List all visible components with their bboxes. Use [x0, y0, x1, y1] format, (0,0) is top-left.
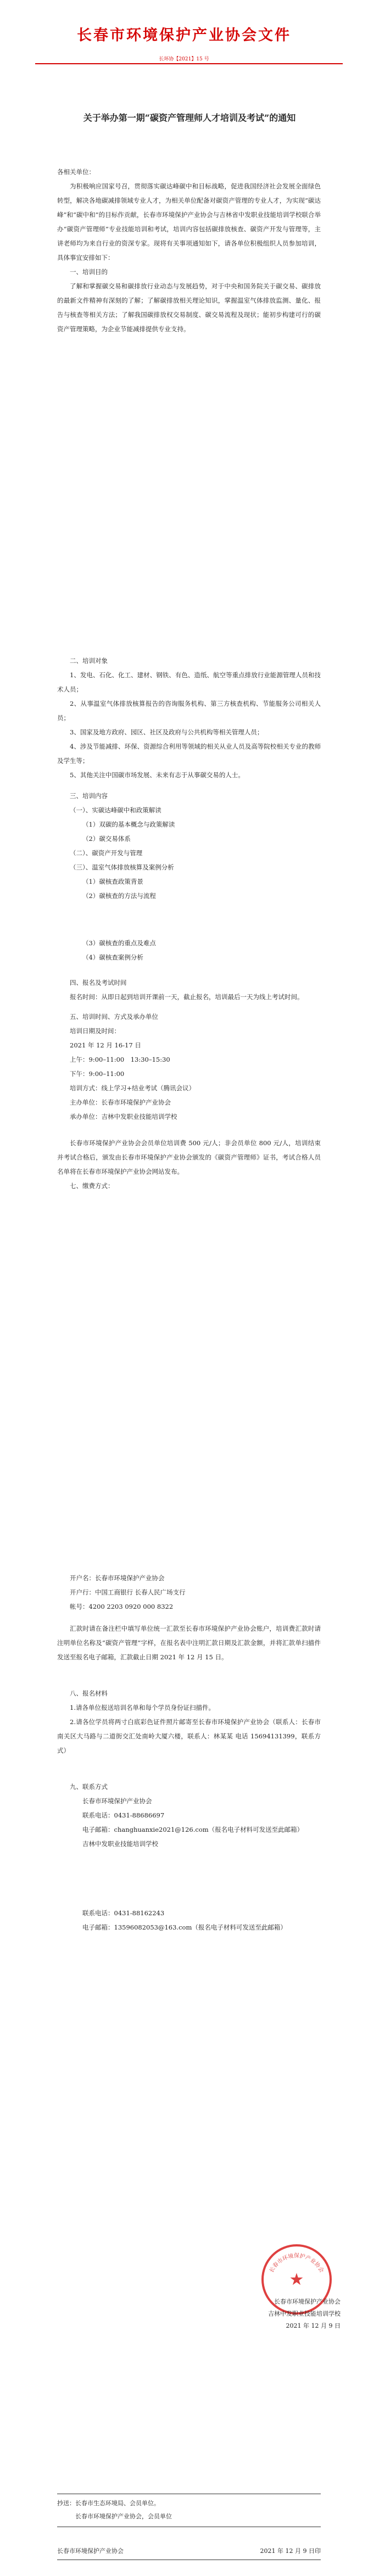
- cc-line-2: 长春市环境保护产业协会，会员单位: [57, 2513, 172, 2520]
- letterhead-title: 长春市环境保护产业协会文件: [77, 27, 291, 44]
- section-heading: 九、联系方式: [70, 1783, 108, 1791]
- contact-phone-2: 联系电话：0431-88162243: [82, 1909, 165, 1917]
- list-item: 主办单位：长春市环境保护产业协会: [70, 1099, 171, 1106]
- cc-line-1: 抄送：长春市生态环境局、会员单位。: [57, 2500, 160, 2507]
- list-item: 2、从事温室气体排放核算报告的咨询服务机构、第三方核查机构、节能服务公司相关人员；: [57, 700, 321, 722]
- list-item: 上午：9:00–11:00 13:30–15:30: [70, 1056, 170, 1063]
- signature-date: 2021 年 12 月 9 日: [286, 2322, 341, 2329]
- footer-cc: [57, 2497, 321, 2523]
- bank-name: 开户行：中国工商银行 长春人民广场支行: [70, 1588, 186, 1596]
- section-4-text: 报名时间：从即日起到培训开课前一天，截止报名，培训最后一天为线上考试时间。: [70, 993, 304, 1001]
- section-heading: 七、缴费方式：: [70, 1182, 114, 1190]
- contact-school: 吉林中发职业技能培训学校: [82, 1840, 158, 1848]
- list-item: 2.请各位学员将两寸白底彩色证件照片邮寄至长春市环境保护产业协会（联系人：长春市南关区大马路与二道街交汇处南岭大厦六楼，联系人：林某某 电话 15694131399，联系方式）: [57, 1718, 321, 1754]
- fee-paragraph: 长春市环境保护产业协会会员单位培训费 500 元/人；非会员单位 800 元/人，培训结束并考试合格后，颁发由长春市环境保护产业协会颁发的《碳资产管理师》证书，考试合格人员名单将在长春市环境保护产业协会网站发布。: [57, 1139, 321, 1175]
- body-page-3: [57, 1571, 321, 1934]
- section-heading: 一、培训目的: [70, 268, 108, 276]
- list-item: （一）、实碳达峰碳中和政策解读: [70, 806, 161, 814]
- bank-account-number: 帐号：4200 2203 0920 000 8322: [70, 1603, 174, 1610]
- list-item: 4、涉及节能减排、环保、资源综合利用等领域的相关从业人员及高等院校相关专业的教师及学生等；: [57, 743, 321, 765]
- seal-text: 长春市环境保护产业协会: [269, 2253, 325, 2274]
- body-page-2: [57, 654, 321, 1193]
- list-item: 培训方式：线上学习+结业考试（腾讯会议）: [70, 1084, 196, 1092]
- section-heading: 八、报名材料: [70, 1690, 108, 1697]
- issue-date: 2021 年 12 月 9 日印: [260, 2547, 321, 2555]
- list-item: （2）碳核查的方法与流程: [82, 892, 156, 900]
- bank-account-name: 开户名：长春市环境保护产业协会: [70, 1574, 165, 1582]
- section-heading: 二、培训对象: [70, 657, 108, 665]
- letterhead-rule: [35, 63, 343, 64]
- payment-note: 汇款时请在备注栏中填写单位统一汇款至长春市环境保护产业协会账户，培训费汇款时请注明单位名称及“碳资产管理”字样，在报名表中注明汇款日期及汇款金额，并将汇款单扫描件发送至报名电子邮箱，汇款截止日期 2021 年 12 月 15 日。: [57, 1625, 321, 1661]
- list-item: 下午：9:00–11:00: [70, 1070, 125, 1078]
- list-item: （1）双碳的基本概念与政策解读: [82, 821, 175, 828]
- contact-phone: 联系电话：0431-88686697: [82, 1811, 165, 1819]
- signature-block: [242, 2296, 341, 2332]
- contact-email-2: 电子邮箱：13596082053@163.com（报名电子材料可发送至此邮箱）: [82, 1923, 287, 1931]
- signature-org-2: 吉林中发职业技能培训学校: [268, 2310, 341, 2317]
- list-item: （三）、温室气体排放核算及案例分析: [70, 863, 174, 871]
- list-item: 2021 年 12 月 16-17 日: [70, 1041, 141, 1049]
- list-item: （二）、碳资产开发与管理: [70, 849, 143, 857]
- section-heading: 四、报名及考试时间: [70, 979, 127, 986]
- list-item: （2）碳交易体系: [82, 835, 131, 843]
- section-1-text: 了解和掌握碳交易和碳排放行业动态与发展趋势，对于中央和国务院关于碳交易、碳排放的最新文件精神有深刻的了解；了解碳排放相关理论知识，掌握温室气体排放监测、量化、报告与核查等相关方法；了解我国碳排放权交易制度、碳交易流程及现状；能初步构建可行的碳资产管理策略，为企业节能减排提供专业支持。: [57, 282, 321, 333]
- list-item: 培训日期及时间：: [70, 1027, 120, 1035]
- signature-org-1: 长春市环境保护产业协会: [274, 2298, 341, 2305]
- list-item: 1、发电、石化、化工、建材、钢铁、有色、造纸、航空等重点排放行业能源管理人员和技术人员；: [57, 671, 321, 693]
- document-title: 关于举办第一期“碳资产管理师人才培训及考试”的通知: [83, 113, 296, 123]
- body-page-1: [57, 165, 321, 336]
- intro-paragraph: 为积极响应国家号召，贯彻落实碳达峰碳中和目标战略，促进我国经济社会发展全面绿色转型，解决各地碳减排领域专业人才，为相关单位配备对碳资产管理的专业人才，为实现“碳达峰”和“碳中和”的目标作贡献，长春市环境保护产业协会与吉林省中发职业技能培训学校联合举办“碳资产管理师”专业技能培训和考试，培训内容包括碳排放核查、碳资产开发与管理等，主讲老师均为来自行业的资深专家。现将有关事项通知如下，请各单位积极组织人员参加培训，具体事宜安排如下：: [57, 182, 321, 261]
- issuer: 长春市环境保护产业协会: [57, 2547, 124, 2555]
- svg-text:★: ★: [289, 2270, 304, 2289]
- list-item: 3、国家及地方政府、园区、社区及政府与公共机构等相关管理人员；: [70, 728, 264, 736]
- section-heading: 三、培训内容: [70, 792, 108, 800]
- list-item: 承办单位：吉林中发职业技能培训学校: [70, 1113, 177, 1120]
- list-item: （1）碳核查政策背景: [82, 878, 143, 885]
- contact-org: 长春市环境保护产业协会: [82, 1797, 152, 1805]
- section-heading: 五、培训时间、方式及承办单位: [70, 1013, 158, 1021]
- list-item: 5、其他关注中国碳市场发展、未来有志于从事碳交易的人士。: [70, 771, 244, 779]
- list-item: 1.请各单位报送培训名单和每个学员身份证扫描件。: [70, 1704, 215, 1711]
- contact-email: 电子邮箱：changhuanxie2021@126.com（报名电子材料可发送至此邮箱）: [82, 1826, 304, 1833]
- document-number: 长环协【2021】15 号: [159, 57, 209, 62]
- list-item: （3）碳核查的重点及难点: [82, 939, 156, 947]
- greeting: 各相关单位：: [57, 168, 95, 176]
- footer-issue-line: [57, 2546, 321, 2555]
- list-item: （4）碳核查案例分析: [82, 954, 143, 961]
